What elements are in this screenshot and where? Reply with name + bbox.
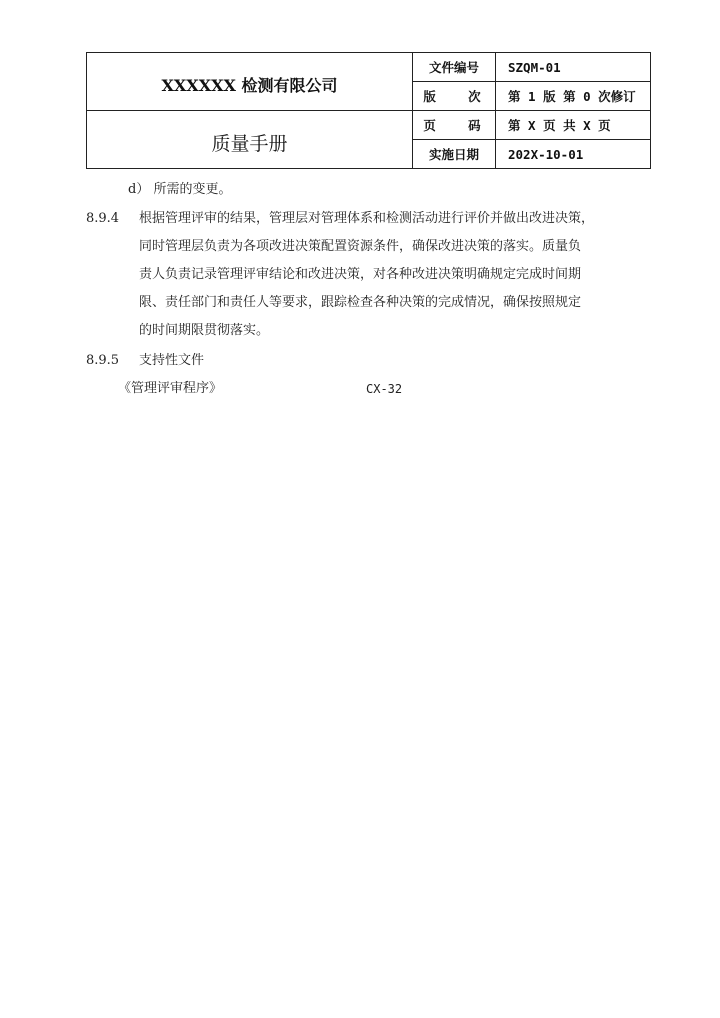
label-edition: 版 次 bbox=[413, 82, 496, 111]
label-file-number: 文件编号 bbox=[413, 53, 496, 82]
section-8-9-4-line-3: 责人负责记录管理评审结论和改进决策，对各种改进决策明确规定完成时间期 bbox=[139, 267, 582, 282]
label-page: 页 码 bbox=[413, 111, 496, 140]
section-8-9-4-line-2: 同时管理层负责为各项改进决策配置资源条件，确保改进决策的落实。质量负 bbox=[139, 239, 582, 254]
value-effective-date: 202X-10-01 bbox=[496, 140, 651, 169]
section-8-9-4-line-4: 限、责任部门和责任人等要求，跟踪检查各种决策的完成情况，确保按照规定 bbox=[139, 295, 582, 310]
section-8-9-5-number: 8.9.5 bbox=[86, 353, 120, 368]
manual-title-cell bbox=[87, 111, 413, 169]
document-header-table bbox=[86, 52, 651, 169]
company-name: XXXXXX 检测有限公司 bbox=[161, 75, 338, 95]
item-d-text: d） 所需的变更。 bbox=[128, 182, 232, 197]
value-file-number: SZQM-01 bbox=[496, 53, 651, 82]
section-8-9-4-number: 8.9.4 bbox=[86, 211, 120, 226]
section-8-9-4-line-5: 的时间期限贯彻落实。 bbox=[139, 323, 270, 338]
section-8-9-4-line-1: 根据管理评审的结果，管理层对管理体系和检测活动进行评价并做出改进决策， bbox=[139, 211, 595, 226]
value-edition: 第 1 版 第 0 次修订 bbox=[496, 82, 651, 111]
doc-ref-name: 《管理评审程序》 bbox=[118, 381, 223, 396]
value-page: 第 X 页 共 X 页 bbox=[496, 111, 651, 140]
company-cell bbox=[87, 53, 413, 111]
section-8-9-5-title: 支持性文件 bbox=[139, 353, 205, 368]
doc-ref-code: CX-32 bbox=[366, 382, 403, 396]
manual-title: 质量手册 bbox=[211, 132, 288, 155]
label-effective-date: 实施日期 bbox=[413, 140, 496, 169]
